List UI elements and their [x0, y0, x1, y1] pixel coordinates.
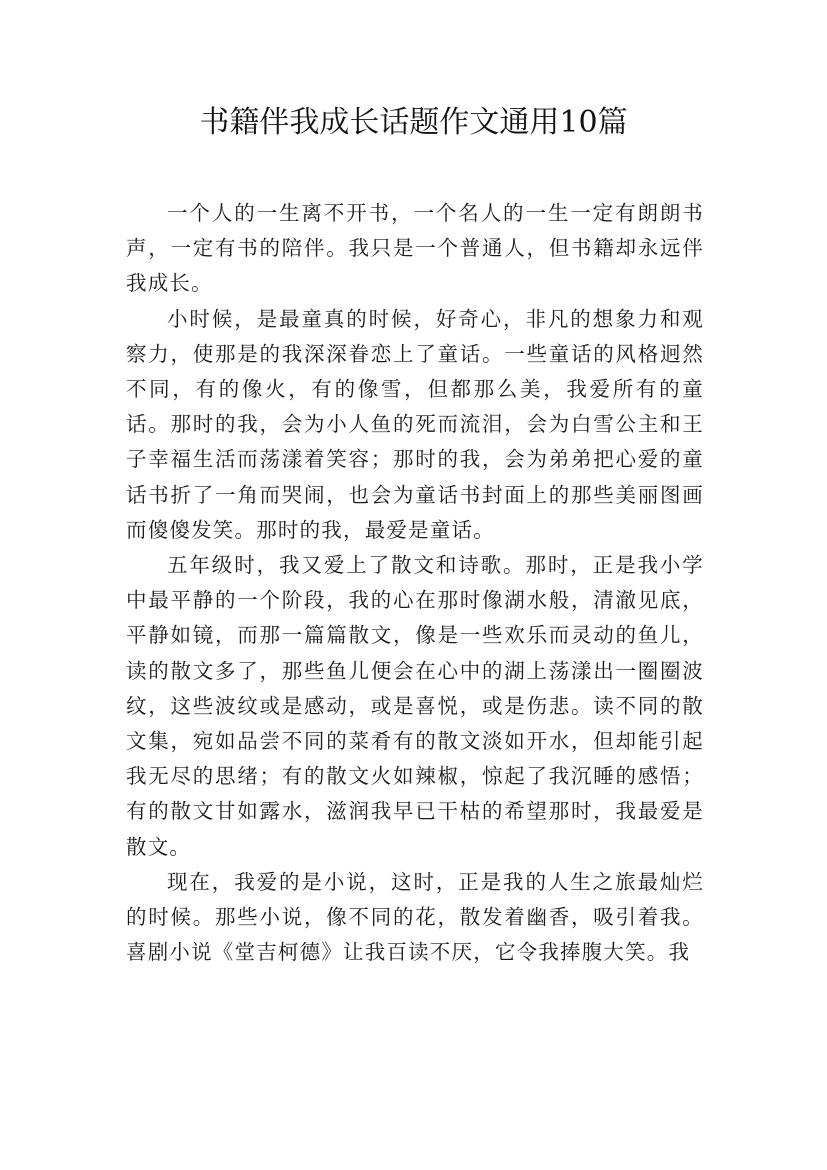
paragraph-3: 五年级时，我又爱上了散文和诗歌。那时，正是我小学中最平静的一个阶段，我的心在那时像湖水般，清澈见底，平静如镜，而那一篇篇散文，像是一些欢乐而灵动的鱼儿，读的散文多了，那些鱼儿便会在心中的湖上荡漾出一圈圈波纹，这些波纹或是感动，或是喜悦，或是伤悲。读不同的散文集，宛如品尝不同的菜肴有的散文淡如开水，但却能引起我无尽的思绪；有的散文火如辣椒，惊起了我沉睡的感悟；有的散文甘如露水，滋润我早已干枯的希望那时，我最爱是散文。 — [126, 553, 704, 859]
document-title: 书籍伴我成长话题作文通用10篇 — [199, 105, 628, 140]
document-body — [126, 196, 704, 970]
paragraph-1: 一个人的一生离不开书，一个名人的一生一定有朗朗书声，一定有书的陪伴。我只是一个普通人，但书籍却永远伴我成长。 — [126, 201, 704, 296]
paragraph-2: 小时候，是最童真的时候，好奇心，非凡的想象力和观察力，使那是的我深深眷恋上了童话。一些童话的风格迥然不同，有的像火，有的像雪，但都那么美，我爱所有的童话。那时的我，会为小人鱼的死而流泪，会为白雪公主和王子幸福生活而荡漾着笑容；那时的我，会为弟弟把心爱的童话书折了一角而哭闹，也会为童话书封面上的那些美丽图画而傻傻发笑。那时的我，最爱是童话。 — [126, 306, 704, 542]
paragraph-4: 现在，我爱的是小说，这时，正是我的人生之旅最灿烂的时候。那些小说，像不同的花，散发着幽香，吸引着我。喜剧小说《堂吉柯德》让我百读不厌，它令我捧腹大笑。我 — [126, 869, 704, 965]
